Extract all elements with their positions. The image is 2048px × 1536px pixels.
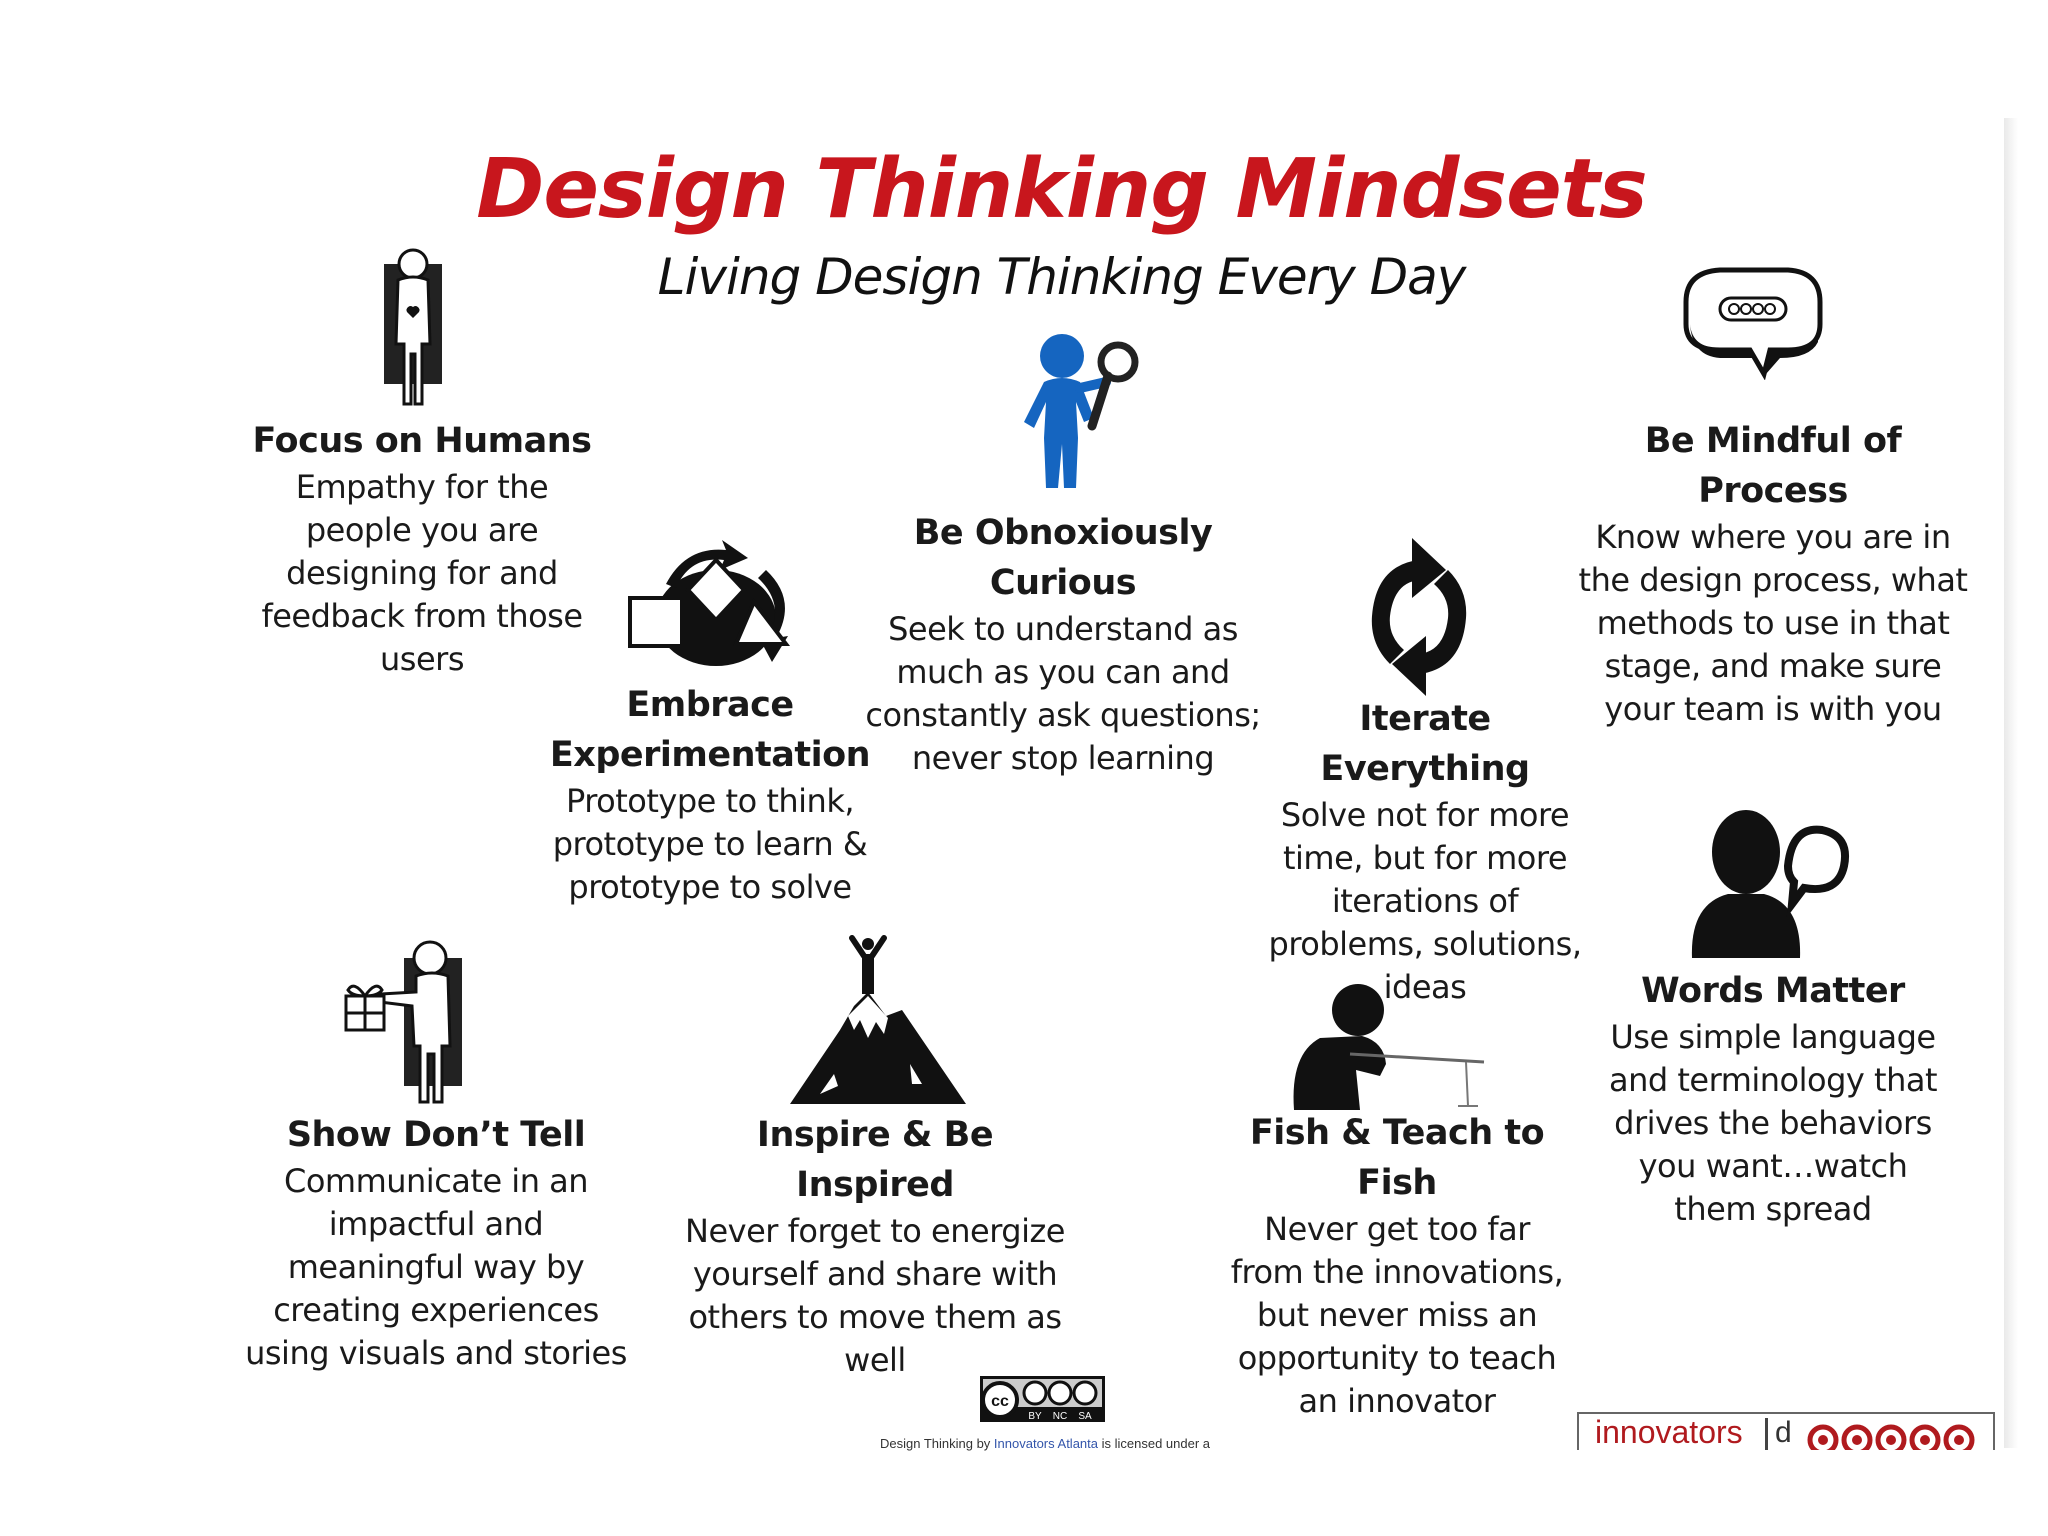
mindset-heading: Focus on Humans bbox=[252, 421, 592, 461]
logo-flower-icons bbox=[1805, 1420, 1985, 1450]
mindset-description: meaningful way by bbox=[287, 1248, 585, 1286]
mindset-description: people you are bbox=[305, 511, 539, 549]
mindset-description: ideas bbox=[1383, 968, 1467, 1006]
logo-divider bbox=[1765, 1418, 1768, 1450]
mindset-heading: Show Don’t Tell bbox=[286, 1115, 586, 1155]
logo-mark: d bbox=[1775, 1416, 1792, 1449]
refresh-arrows-icon bbox=[1360, 538, 1478, 696]
mindset-description: an innovator bbox=[1298, 1382, 1496, 1420]
mindset-description: users bbox=[380, 640, 464, 678]
mindset-show-dont-tell bbox=[236, 1110, 636, 1375]
mindset-description: never stop learning bbox=[911, 739, 1215, 777]
mindset-heading: Fish & Teach to bbox=[1249, 1113, 1545, 1153]
creative-commons-badge-icon[interactable] bbox=[980, 1376, 1105, 1422]
mindset-description: Communicate in an bbox=[283, 1162, 589, 1200]
mindset-description: Solve not for more bbox=[1280, 796, 1570, 834]
gift-person-icon bbox=[340, 936, 470, 1108]
mindset-description: you want…watch bbox=[1638, 1147, 1908, 1185]
license-text bbox=[860, 1436, 1230, 1451]
mindset-heading: Be Mindful of Process bbox=[1644, 421, 1902, 511]
mindset-description: well bbox=[844, 1341, 906, 1379]
mindset-description: prototype to learn & bbox=[552, 825, 868, 863]
mindset-description: impactful and bbox=[328, 1205, 544, 1243]
mindset-description: others to move them as bbox=[688, 1298, 1062, 1336]
mindset-description: your team is with you bbox=[1604, 690, 1942, 728]
mindset-be-obnoxiously-curious bbox=[858, 508, 1268, 780]
mindset-heading: Curious bbox=[989, 563, 1137, 603]
cc-badge-nc: NC bbox=[1052, 1411, 1068, 1422]
mindset-focus-on-humans bbox=[222, 416, 622, 681]
mindset-iterate-everything bbox=[1260, 694, 1590, 1009]
mindset-description: the design process, what bbox=[1578, 561, 1968, 599]
cc-badge-sa: SA bbox=[1078, 1411, 1092, 1422]
mindset-words-matter bbox=[1588, 966, 1958, 1231]
mindset-heading: Words Matter bbox=[1641, 971, 1905, 1011]
mindset-description: Empathy for the bbox=[295, 468, 549, 506]
mindset-description: and terminology that bbox=[1609, 1061, 1937, 1099]
mindset-description: time, but for more bbox=[1282, 839, 1567, 877]
mindset-heading: Experimentation bbox=[549, 735, 871, 775]
mindset-be-mindful-of-process bbox=[1568, 416, 1978, 731]
mindset-description: Never get too far bbox=[1264, 1210, 1530, 1248]
mindset-description: stage, and make sure bbox=[1604, 647, 1942, 685]
page-title: Design Thinking Mindsets bbox=[476, 142, 1647, 237]
innovators-logo bbox=[1577, 1412, 1995, 1450]
speech-bubble-icon bbox=[1680, 262, 1826, 380]
cc-badge-by: BY bbox=[1028, 1411, 1042, 1422]
mindset-description: iterations of bbox=[1331, 882, 1519, 920]
mindset-description: designing for and bbox=[286, 554, 558, 592]
mindset-description: from the innovations, bbox=[1230, 1253, 1564, 1291]
mindset-description: Never forget to energize bbox=[685, 1212, 1065, 1250]
mindset-description: Prototype to think, bbox=[565, 782, 855, 820]
license-prefix: Design Thinking by bbox=[879, 1436, 994, 1451]
mindset-heading: Fish bbox=[1357, 1163, 1437, 1203]
mountain-summit-icon bbox=[790, 934, 966, 1104]
mindset-embrace-experimentation bbox=[540, 680, 880, 909]
mindset-description: feedback from those bbox=[261, 597, 583, 635]
license-link[interactable]: Innovators Atlanta bbox=[993, 1436, 1098, 1451]
person-heart-icon bbox=[378, 244, 448, 414]
mindset-heading: Iterate Everything bbox=[1320, 699, 1530, 789]
mindset-description: Know where you are in bbox=[1595, 518, 1951, 556]
mindset-heading: Be Obnoxiously bbox=[913, 513, 1213, 553]
talking-head-icon bbox=[1688, 808, 1854, 958]
mindset-description: prototype to solve bbox=[568, 868, 852, 906]
mindset-description: yourself and share with bbox=[692, 1255, 1058, 1293]
logo-text: innovators bbox=[1595, 1414, 1743, 1450]
page-subtitle: Living Design Thinking Every Day bbox=[657, 248, 1466, 306]
license-suffix: is licensed under a bbox=[1098, 1436, 1211, 1451]
mindset-description: problems, solutions, bbox=[1268, 925, 1582, 963]
mindset-description: much as you can and bbox=[896, 653, 1230, 691]
mindset-description: but never miss an bbox=[1256, 1296, 1538, 1334]
mindset-description: constantly ask questions; bbox=[865, 696, 1261, 734]
cc-badge-label: cc bbox=[991, 1393, 1009, 1410]
mindset-description: using visuals and stories bbox=[245, 1334, 627, 1372]
mindset-heading: Embrace bbox=[626, 685, 794, 725]
magnifier-figure-icon bbox=[1020, 328, 1145, 496]
mindset-inspire-and-be-inspired bbox=[680, 1110, 1070, 1382]
mindset-description: Use simple language bbox=[1610, 1018, 1936, 1056]
mindset-heading: Inspire & Be Inspired bbox=[756, 1115, 994, 1205]
mindset-description: creating experiences bbox=[273, 1291, 599, 1329]
mindset-description: Seek to understand as bbox=[888, 610, 1238, 648]
mindset-description: opportunity to teach bbox=[1237, 1339, 1557, 1377]
mindset-description: them spread bbox=[1674, 1190, 1872, 1228]
slide-edge-shadow bbox=[2004, 118, 2018, 1448]
mindset-description: drives the behaviors bbox=[1614, 1104, 1932, 1142]
mindset-fish-and-teach-to-fish bbox=[1222, 1108, 1572, 1423]
shapes-cycle-icon bbox=[626, 540, 802, 670]
mindset-description: methods to use in that bbox=[1596, 604, 1950, 642]
